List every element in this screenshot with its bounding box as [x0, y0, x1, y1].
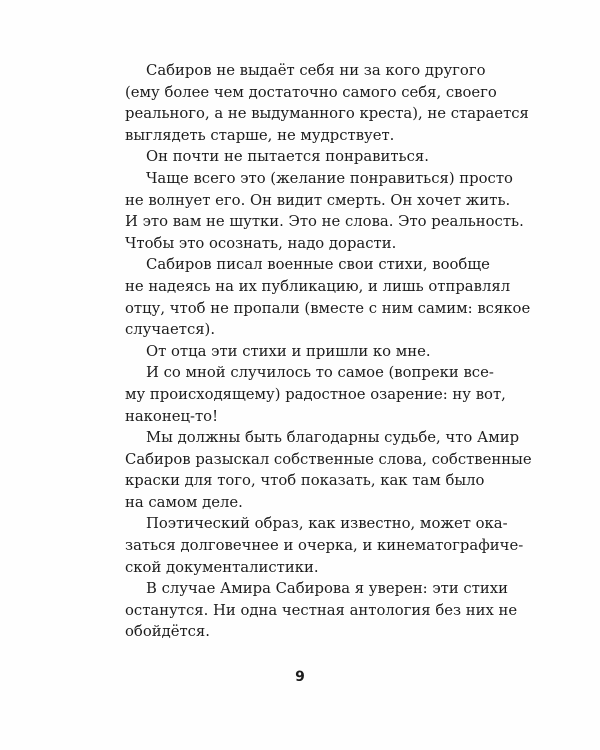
- text-line: Сабиров не выдаёт себя ни за кого другого: [146, 62, 486, 79]
- text-line: Чтобы это осознать, надо дорасти.: [125, 234, 397, 252]
- text-line: В случае Амира Сабирова я уверен: эти стихи: [146, 580, 508, 598]
- text-line: ской документалистики.: [125, 558, 319, 576]
- page-number: 9: [295, 669, 305, 685]
- text-line: И со мной случилось то самое (вопреки все-: [146, 364, 494, 382]
- text-line: Чаще всего это (желание понравиться) просто: [146, 169, 513, 187]
- paragraph: [125, 427, 532, 513]
- text-line: выглядеть старше, не мудрствует.: [125, 126, 395, 144]
- paragraph: [125, 60, 529, 146]
- text-line: отцу, чтоб не пропали (вместе с ним самим: всякое: [125, 299, 531, 317]
- paragraph: [125, 168, 524, 254]
- text-line: заться долговечнее и очерка, и кинематографиче-: [125, 537, 524, 555]
- text-line: Сабиров разыскал собственные слова, собственные: [125, 450, 532, 468]
- text-line: му происходящему) радостное озарение: ну вот,: [125, 385, 506, 403]
- text-line: И это вам не шутки. Это не слова. Это реальность.: [125, 213, 524, 231]
- paragraph: [125, 146, 481, 168]
- paragraph: [125, 362, 506, 427]
- paragraph: [125, 254, 531, 340]
- text-line: Сабиров писал военные свои стихи, вообще: [146, 256, 490, 274]
- text-line: От отца эти стихи и пришли ко мне.: [146, 342, 431, 360]
- text-line: Он почти не пытается понравиться.: [146, 148, 429, 166]
- text-line: краски для того, чтоб показать, как там было: [125, 472, 485, 490]
- text-line: наконец-то!: [125, 407, 219, 425]
- paragraph: [125, 578, 518, 643]
- text-line: Мы должны быть благодарны судьбе, что Амир: [146, 429, 520, 447]
- text-line: останутся. Ни одна честная антология без них не: [125, 601, 518, 619]
- text-line: (ему более чем достаточно самого себя, своего: [125, 83, 497, 101]
- paragraph: [125, 513, 524, 578]
- text-line: на самом деле.: [125, 493, 243, 511]
- body-text: [125, 60, 532, 643]
- paragraph: [125, 341, 481, 363]
- text-line: случается).: [125, 321, 216, 339]
- text-line: обойдётся.: [125, 623, 210, 641]
- text-line: не волнует его. Он видит смерть. Он хочет жить.: [125, 191, 511, 209]
- text-line: Поэтический образ, как известно, может ока-: [146, 515, 508, 533]
- text-line: не надеясь на их публикацию, и лишь отправлял: [125, 277, 511, 295]
- text-line: реального, а не выдуманного креста), не старается: [125, 105, 529, 123]
